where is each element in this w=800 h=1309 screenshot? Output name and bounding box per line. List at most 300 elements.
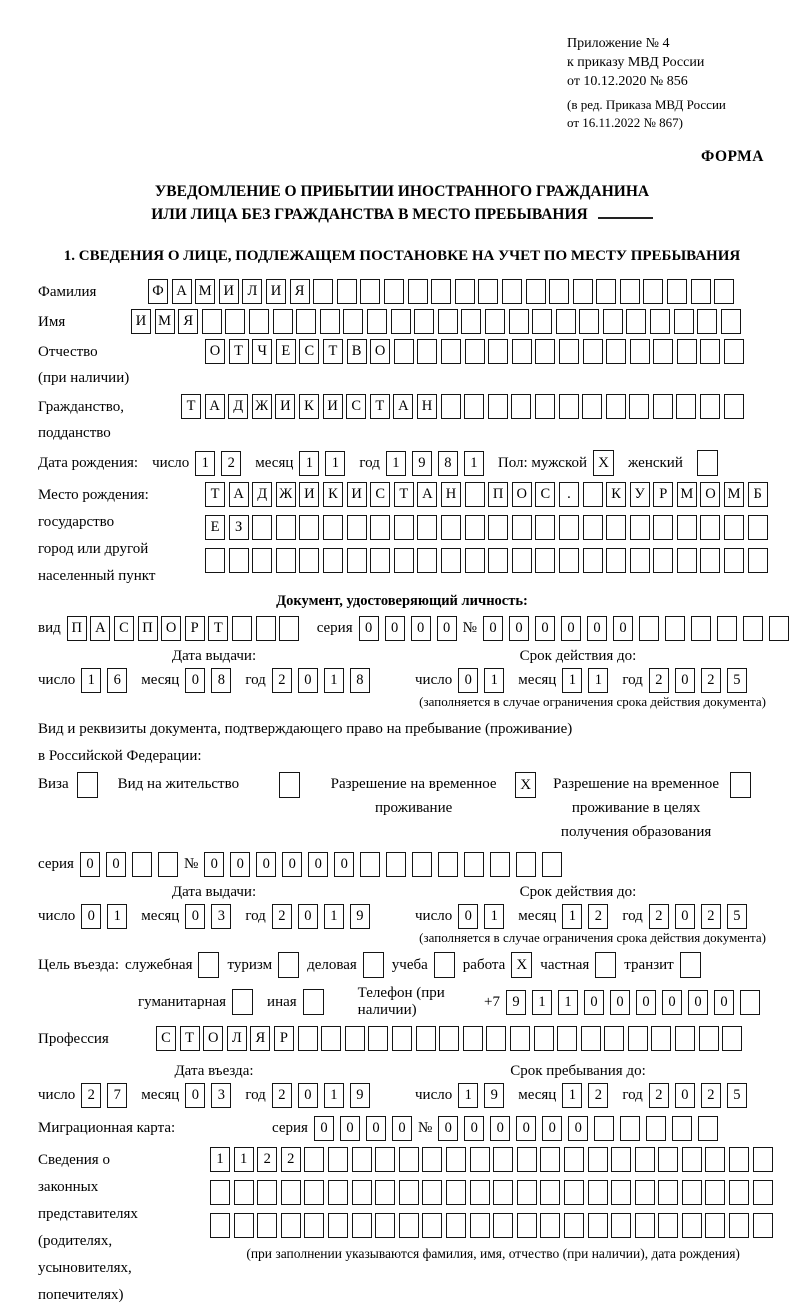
stay-year-cells[interactable]	[649, 1083, 753, 1108]
char-cell[interactable]: В	[347, 339, 367, 364]
char-cell[interactable]	[559, 515, 579, 540]
char-cell[interactable]	[517, 1213, 537, 1238]
doc-issue-year-cells[interactable]	[272, 668, 376, 693]
char-cell[interactable]	[653, 515, 673, 540]
char-cell[interactable]: З	[229, 515, 249, 540]
char-cell[interactable]: 0	[675, 1083, 695, 1108]
char-cell[interactable]	[465, 482, 485, 507]
char-cell[interactable]: 1	[558, 990, 578, 1015]
char-cell[interactable]	[488, 515, 508, 540]
birthplace-cells-row1[interactable]	[205, 482, 771, 507]
char-cell[interactable]	[399, 1147, 419, 1172]
sex-female-checkbox[interactable]	[697, 450, 718, 476]
char-cell[interactable]: К	[323, 482, 343, 507]
char-cell[interactable]	[691, 279, 711, 304]
char-cell[interactable]: Я	[250, 1026, 270, 1051]
char-cell[interactable]	[304, 1213, 324, 1238]
char-cell[interactable]: 0	[185, 1083, 205, 1108]
char-cell[interactable]: И	[131, 309, 151, 334]
char-cell[interactable]	[724, 515, 744, 540]
char-cell[interactable]	[583, 548, 603, 573]
char-cell[interactable]: И	[266, 279, 286, 304]
char-cell[interactable]	[588, 1213, 608, 1238]
doc-number-cells[interactable]	[483, 616, 795, 641]
char-cell[interactable]	[304, 1180, 324, 1205]
char-cell[interactable]	[345, 1026, 365, 1051]
residence-issue-year-cells[interactable]	[272, 904, 376, 929]
purpose-private-checkbox[interactable]	[595, 952, 616, 978]
char-cell[interactable]: 1	[562, 904, 582, 929]
char-cell[interactable]: 0	[334, 852, 354, 877]
citizenship-cells[interactable]	[181, 394, 747, 419]
char-cell[interactable]	[635, 1147, 655, 1172]
char-cell[interactable]: Т	[208, 616, 228, 641]
char-cell[interactable]	[635, 1180, 655, 1205]
char-cell[interactable]: С	[370, 482, 390, 507]
char-cell[interactable]	[626, 309, 646, 334]
char-cell[interactable]	[559, 548, 579, 573]
char-cell[interactable]	[234, 1180, 254, 1205]
migration-number-cells[interactable]	[438, 1116, 724, 1141]
char-cell[interactable]: 2	[81, 1083, 101, 1108]
char-cell[interactable]: И	[323, 394, 343, 419]
char-cell[interactable]	[463, 1026, 483, 1051]
char-cell[interactable]: 0	[298, 1083, 318, 1108]
char-cell[interactable]: М	[195, 279, 215, 304]
char-cell[interactable]	[677, 515, 697, 540]
char-cell[interactable]	[606, 394, 626, 419]
char-cell[interactable]: П	[138, 616, 158, 641]
char-cell[interactable]	[535, 515, 555, 540]
char-cell[interactable]: Л	[242, 279, 262, 304]
char-cell[interactable]	[611, 1147, 631, 1172]
char-cell[interactable]	[535, 394, 555, 419]
birth-year-cells[interactable]	[386, 451, 490, 476]
birth-month-cells[interactable]	[299, 451, 351, 476]
char-cell[interactable]	[674, 309, 694, 334]
char-cell[interactable]	[705, 1147, 725, 1172]
char-cell[interactable]	[630, 515, 650, 540]
char-cell[interactable]: 0	[308, 852, 328, 877]
char-cell[interactable]	[225, 309, 245, 334]
char-cell[interactable]	[583, 515, 603, 540]
char-cell[interactable]: 2	[588, 1083, 608, 1108]
char-cell[interactable]: Ж	[252, 394, 272, 419]
doc-expiry-month-cells[interactable]	[562, 668, 614, 693]
char-cell[interactable]	[352, 1147, 372, 1172]
char-cell[interactable]: 5	[727, 668, 747, 693]
char-cell[interactable]	[705, 1213, 725, 1238]
char-cell[interactable]: 0	[437, 616, 457, 641]
char-cell[interactable]	[408, 279, 428, 304]
char-cell[interactable]: С	[346, 394, 366, 419]
char-cell[interactable]	[465, 548, 485, 573]
purpose-other-checkbox[interactable]	[303, 989, 324, 1015]
char-cell[interactable]	[630, 548, 650, 573]
char-cell[interactable]	[743, 616, 763, 641]
char-cell[interactable]: 1	[325, 451, 345, 476]
char-cell[interactable]	[724, 394, 744, 419]
char-cell[interactable]: А	[172, 279, 192, 304]
char-cell[interactable]	[394, 515, 414, 540]
char-cell[interactable]	[323, 548, 343, 573]
char-cell[interactable]	[724, 548, 744, 573]
char-cell[interactable]	[298, 1026, 318, 1051]
char-cell[interactable]	[512, 515, 532, 540]
char-cell[interactable]	[488, 548, 508, 573]
char-cell[interactable]: О	[203, 1026, 223, 1051]
char-cell[interactable]	[675, 1026, 695, 1051]
char-cell[interactable]: 0	[438, 1116, 458, 1141]
birthplace-cells-row3[interactable]	[205, 548, 771, 573]
char-cell[interactable]: 0	[535, 616, 555, 641]
char-cell[interactable]	[446, 1213, 466, 1238]
char-cell[interactable]	[352, 1180, 372, 1205]
char-cell[interactable]	[579, 309, 599, 334]
char-cell[interactable]	[581, 1026, 601, 1051]
char-cell[interactable]	[205, 548, 225, 573]
char-cell[interactable]	[740, 990, 760, 1015]
char-cell[interactable]: 1	[324, 668, 344, 693]
char-cell[interactable]	[677, 548, 697, 573]
char-cell[interactable]	[337, 279, 357, 304]
char-cell[interactable]: П	[488, 482, 508, 507]
char-cell[interactable]	[493, 1180, 513, 1205]
residence-issue-month-cells[interactable]	[185, 904, 237, 929]
char-cell[interactable]	[630, 339, 650, 364]
char-cell[interactable]	[276, 515, 296, 540]
char-cell[interactable]	[249, 309, 269, 334]
char-cell[interactable]: О	[161, 616, 181, 641]
char-cell[interactable]	[321, 1026, 341, 1051]
char-cell[interactable]	[532, 309, 552, 334]
char-cell[interactable]: 0	[282, 852, 302, 877]
char-cell[interactable]	[422, 1147, 442, 1172]
stay-day-cells[interactable]	[458, 1083, 510, 1108]
char-cell[interactable]	[635, 1213, 655, 1238]
char-cell[interactable]	[486, 1026, 506, 1051]
char-cell[interactable]: 0	[675, 904, 695, 929]
char-cell[interactable]: 0	[106, 852, 126, 877]
char-cell[interactable]	[698, 1116, 718, 1141]
char-cell[interactable]: А	[229, 482, 249, 507]
migration-series-cells[interactable]	[314, 1116, 418, 1141]
birth-day-cells[interactable]	[195, 451, 247, 476]
char-cell[interactable]	[375, 1213, 395, 1238]
char-cell[interactable]	[691, 616, 711, 641]
char-cell[interactable]: 2	[701, 904, 721, 929]
char-cell[interactable]: 1	[234, 1147, 254, 1172]
char-cell[interactable]	[517, 1180, 537, 1205]
char-cell[interactable]: М	[677, 482, 697, 507]
char-cell[interactable]: 0	[230, 852, 250, 877]
char-cell[interactable]	[582, 394, 602, 419]
char-cell[interactable]	[368, 1026, 388, 1051]
char-cell[interactable]	[717, 616, 737, 641]
char-cell[interactable]: 0	[613, 616, 633, 641]
doc-issue-day-cells[interactable]	[81, 668, 133, 693]
char-cell[interactable]	[391, 309, 411, 334]
char-cell[interactable]: 0	[636, 990, 656, 1015]
char-cell[interactable]	[564, 1147, 584, 1172]
char-cell[interactable]	[461, 309, 481, 334]
char-cell[interactable]	[446, 1147, 466, 1172]
char-cell[interactable]: 1	[107, 904, 127, 929]
char-cell[interactable]: Т	[181, 394, 201, 419]
char-cell[interactable]	[650, 309, 670, 334]
char-cell[interactable]: 0	[458, 904, 478, 929]
char-cell[interactable]: Р	[274, 1026, 294, 1051]
char-cell[interactable]	[431, 279, 451, 304]
char-cell[interactable]: Р	[653, 482, 673, 507]
char-cell[interactable]: 9	[412, 451, 432, 476]
char-cell[interactable]	[651, 1026, 671, 1051]
char-cell[interactable]: 0	[542, 1116, 562, 1141]
char-cell[interactable]: И	[219, 279, 239, 304]
char-cell[interactable]	[596, 279, 616, 304]
char-cell[interactable]: Р	[185, 616, 205, 641]
char-cell[interactable]	[559, 394, 579, 419]
char-cell[interactable]: О	[700, 482, 720, 507]
given-name-cells[interactable]	[131, 309, 744, 334]
char-cell[interactable]	[202, 309, 222, 334]
char-cell[interactable]: К	[606, 482, 626, 507]
char-cell[interactable]	[700, 394, 720, 419]
char-cell[interactable]	[347, 548, 367, 573]
patronymic-cells[interactable]	[205, 339, 748, 364]
char-cell[interactable]: 1	[562, 668, 582, 693]
char-cell[interactable]: 0	[340, 1116, 360, 1141]
char-cell[interactable]	[229, 548, 249, 573]
char-cell[interactable]	[588, 1147, 608, 1172]
char-cell[interactable]	[470, 1147, 490, 1172]
char-cell[interactable]	[465, 339, 485, 364]
char-cell[interactable]	[478, 279, 498, 304]
char-cell[interactable]	[281, 1180, 301, 1205]
char-cell[interactable]	[465, 515, 485, 540]
char-cell[interactable]	[564, 1213, 584, 1238]
purpose-business-checkbox[interactable]	[363, 952, 384, 978]
char-cell[interactable]	[516, 852, 536, 877]
char-cell[interactable]	[347, 515, 367, 540]
char-cell[interactable]: 0	[298, 904, 318, 929]
char-cell[interactable]: А	[417, 482, 437, 507]
char-cell[interactable]	[417, 548, 437, 573]
char-cell[interactable]: О	[205, 339, 225, 364]
char-cell[interactable]: Е	[205, 515, 225, 540]
temp-residence-education-checkbox[interactable]	[730, 772, 751, 798]
char-cell[interactable]: 0	[392, 1116, 412, 1141]
char-cell[interactable]	[540, 1213, 560, 1238]
char-cell[interactable]	[620, 1116, 640, 1141]
char-cell[interactable]	[441, 548, 461, 573]
char-cell[interactable]	[509, 309, 529, 334]
char-cell[interactable]	[606, 339, 626, 364]
char-cell[interactable]	[653, 548, 673, 573]
char-cell[interactable]	[313, 279, 333, 304]
char-cell[interactable]	[399, 1213, 419, 1238]
residence-series-cells[interactable]	[80, 852, 184, 877]
char-cell[interactable]	[412, 852, 432, 877]
char-cell[interactable]	[667, 279, 687, 304]
char-cell[interactable]	[611, 1180, 631, 1205]
char-cell[interactable]	[646, 1116, 666, 1141]
char-cell[interactable]: 9	[350, 1083, 370, 1108]
char-cell[interactable]	[394, 548, 414, 573]
char-cell[interactable]: У	[630, 482, 650, 507]
char-cell[interactable]	[643, 279, 663, 304]
char-cell[interactable]: 0	[509, 616, 529, 641]
char-cell[interactable]	[417, 515, 437, 540]
char-cell[interactable]	[370, 548, 390, 573]
doc-expiry-year-cells[interactable]	[649, 668, 753, 693]
char-cell[interactable]: 0	[81, 904, 101, 929]
char-cell[interactable]	[658, 1180, 678, 1205]
char-cell[interactable]: 0	[584, 990, 604, 1015]
char-cell[interactable]	[367, 309, 387, 334]
char-cell[interactable]	[438, 309, 458, 334]
char-cell[interactable]: 1	[195, 451, 215, 476]
residence-expiry-month-cells[interactable]	[562, 904, 614, 929]
char-cell[interactable]	[328, 1180, 348, 1205]
char-cell[interactable]	[488, 339, 508, 364]
char-cell[interactable]	[439, 1026, 459, 1051]
char-cell[interactable]	[370, 515, 390, 540]
char-cell[interactable]	[488, 394, 508, 419]
char-cell[interactable]	[753, 1147, 773, 1172]
char-cell[interactable]	[540, 1180, 560, 1205]
char-cell[interactable]: 0	[314, 1116, 334, 1141]
purpose-official-checkbox[interactable]	[198, 952, 219, 978]
char-cell[interactable]	[540, 1147, 560, 1172]
char-cell[interactable]	[729, 1213, 749, 1238]
char-cell[interactable]: М	[155, 309, 175, 334]
char-cell[interactable]	[658, 1147, 678, 1172]
doc-series-cells[interactable]	[359, 616, 463, 641]
char-cell[interactable]	[665, 616, 685, 641]
char-cell[interactable]: А	[90, 616, 110, 641]
char-cell[interactable]	[375, 1147, 395, 1172]
char-cell[interactable]: 0	[483, 616, 503, 641]
char-cell[interactable]	[299, 548, 319, 573]
char-cell[interactable]	[392, 1026, 412, 1051]
char-cell[interactable]	[328, 1147, 348, 1172]
char-cell[interactable]	[677, 339, 697, 364]
char-cell[interactable]	[490, 852, 510, 877]
char-cell[interactable]	[700, 548, 720, 573]
char-cell[interactable]: 0	[80, 852, 100, 877]
char-cell[interactable]	[628, 1026, 648, 1051]
char-cell[interactable]: Т	[180, 1026, 200, 1051]
char-cell[interactable]: 5	[727, 1083, 747, 1108]
char-cell[interactable]: 1	[299, 451, 319, 476]
char-cell[interactable]	[639, 616, 659, 641]
char-cell[interactable]: 0	[359, 616, 379, 641]
sex-male-checkbox[interactable]: X	[593, 450, 614, 476]
char-cell[interactable]: 0	[185, 904, 205, 929]
char-cell[interactable]: 0	[568, 1116, 588, 1141]
char-cell[interactable]: 0	[366, 1116, 386, 1141]
char-cell[interactable]	[724, 339, 744, 364]
char-cell[interactable]: И	[275, 394, 295, 419]
char-cell[interactable]	[352, 1213, 372, 1238]
char-cell[interactable]	[279, 616, 299, 641]
char-cell[interactable]: 3	[211, 1083, 231, 1108]
visa-checkbox[interactable]	[77, 772, 98, 798]
char-cell[interactable]: Я	[178, 309, 198, 334]
char-cell[interactable]	[510, 1026, 530, 1051]
char-cell[interactable]	[753, 1180, 773, 1205]
profession-cells[interactable]	[156, 1026, 746, 1051]
char-cell[interactable]	[588, 1180, 608, 1205]
char-cell[interactable]	[700, 515, 720, 540]
char-cell[interactable]	[653, 394, 673, 419]
char-cell[interactable]	[604, 1026, 624, 1051]
doc-kind-cells[interactable]	[67, 616, 303, 641]
char-cell[interactable]: 0	[516, 1116, 536, 1141]
char-cell[interactable]	[653, 339, 673, 364]
char-cell[interactable]	[594, 1116, 614, 1141]
char-cell[interactable]: 0	[490, 1116, 510, 1141]
char-cell[interactable]: 1	[386, 451, 406, 476]
char-cell[interactable]: 1	[324, 1083, 344, 1108]
char-cell[interactable]: 0	[458, 668, 478, 693]
char-cell[interactable]: 9	[506, 990, 526, 1015]
char-cell[interactable]	[699, 1026, 719, 1051]
char-cell[interactable]: Т	[229, 339, 249, 364]
char-cell[interactable]	[722, 1026, 742, 1051]
char-cell[interactable]: 0	[185, 668, 205, 693]
char-cell[interactable]	[512, 339, 532, 364]
char-cell[interactable]	[542, 852, 562, 877]
char-cell[interactable]	[234, 1213, 254, 1238]
char-cell[interactable]	[328, 1213, 348, 1238]
char-cell[interactable]: .	[559, 482, 579, 507]
char-cell[interactable]	[132, 852, 152, 877]
char-cell[interactable]	[682, 1147, 702, 1172]
char-cell[interactable]: 0	[675, 668, 695, 693]
char-cell[interactable]	[281, 1213, 301, 1238]
char-cell[interactable]	[360, 852, 380, 877]
char-cell[interactable]: Т	[370, 394, 390, 419]
char-cell[interactable]	[210, 1213, 230, 1238]
char-cell[interactable]: 0	[298, 668, 318, 693]
char-cell[interactable]: С	[535, 482, 555, 507]
char-cell[interactable]	[512, 548, 532, 573]
char-cell[interactable]	[629, 394, 649, 419]
char-cell[interactable]: 2	[649, 668, 669, 693]
purpose-humanitarian-checkbox[interactable]	[232, 989, 253, 1015]
char-cell[interactable]	[511, 394, 531, 419]
char-cell[interactable]	[464, 852, 484, 877]
char-cell[interactable]: 1	[458, 1083, 478, 1108]
char-cell[interactable]	[299, 515, 319, 540]
char-cell[interactable]	[676, 394, 696, 419]
char-cell[interactable]	[658, 1213, 678, 1238]
char-cell[interactable]	[257, 1180, 277, 1205]
char-cell[interactable]	[384, 279, 404, 304]
char-cell[interactable]: Ч	[252, 339, 272, 364]
char-cell[interactable]	[441, 515, 461, 540]
char-cell[interactable]	[210, 1180, 230, 1205]
char-cell[interactable]: 1	[562, 1083, 582, 1108]
residence-number-cells[interactable]	[204, 852, 568, 877]
char-cell[interactable]: Т	[394, 482, 414, 507]
char-cell[interactable]: 2	[272, 1083, 292, 1108]
char-cell[interactable]	[502, 279, 522, 304]
char-cell[interactable]: 1	[210, 1147, 230, 1172]
char-cell[interactable]: Ф	[148, 279, 168, 304]
